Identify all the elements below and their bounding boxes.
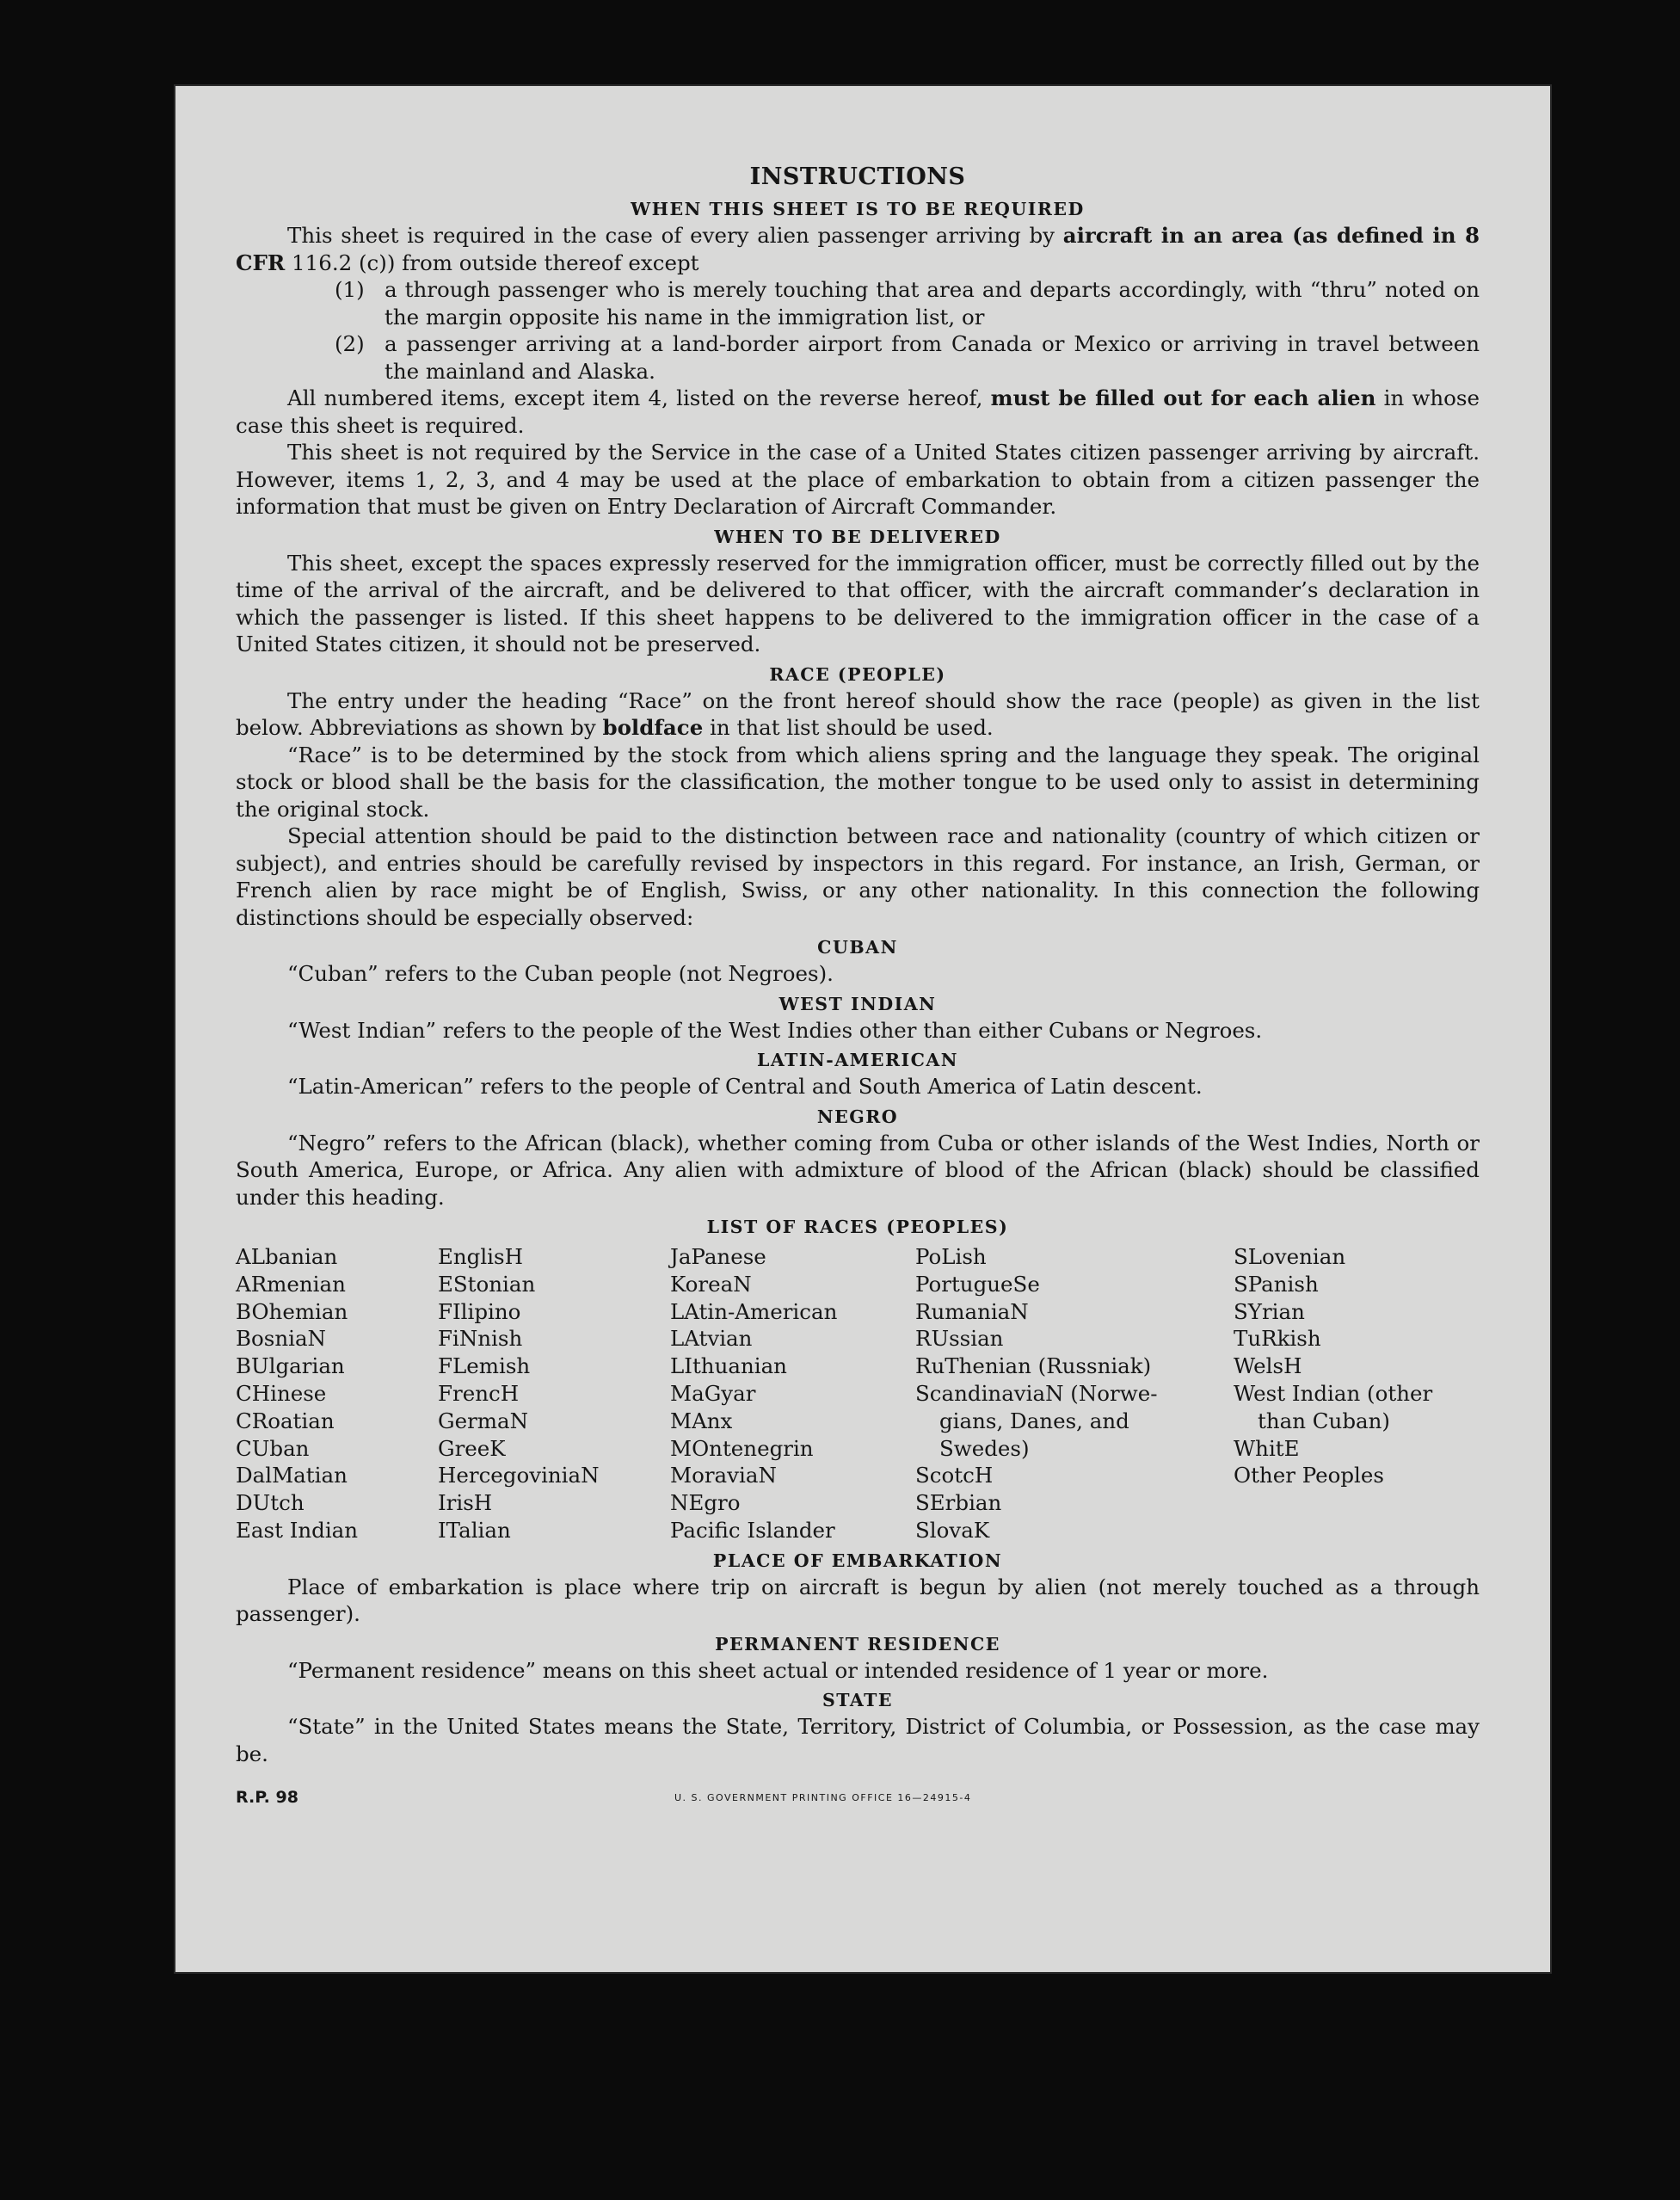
race-entry: JaPanese <box>670 1244 766 1269</box>
race-entry: LAtvian <box>670 1326 753 1352</box>
race-entry: LAtin-American <box>670 1298 838 1324</box>
races-column-5 <box>1234 1243 1474 1544</box>
race-entry: IrisH <box>438 1490 493 1516</box>
para-embarkation: Place of embarkation is place where trip on aircraft is begun by alien (not merely touched as a through passenger). <box>236 1574 1480 1627</box>
heading-embarkation: PLACE OF EMBARKATION <box>712 1550 1003 1571</box>
document-content <box>236 162 1480 1812</box>
races-column-1 <box>236 1243 438 1544</box>
para-latin-american: “Latin-American” refers to the people of Central and South America of Latin descent. <box>287 1074 1203 1099</box>
race-entry: GermaN <box>438 1408 529 1433</box>
race-entry: SErbian <box>915 1490 1002 1516</box>
race-entry: ScotcH <box>915 1463 994 1488</box>
para-race-1: The entry under the heading “Race” on the front hereof should show the race (people) as given in the list below. Abbreviations as shown by boldface in that list should be used. <box>236 687 1480 740</box>
race-entry-continued: Swedes) <box>939 1435 1030 1461</box>
page-title: INSTRUCTIONS <box>749 163 966 190</box>
race-entry: SYrian <box>1234 1298 1305 1324</box>
race-entry: SLovenian <box>1234 1244 1346 1269</box>
race-entry: ITalian <box>438 1517 511 1543</box>
race-entry-continued: gians, Danes, and <box>939 1408 1129 1433</box>
races-list <box>236 1243 1480 1544</box>
exception-item-2 <box>335 330 1480 385</box>
race-entry: KoreaN <box>670 1271 752 1297</box>
race-entry: ALbanian <box>236 1244 338 1269</box>
race-entry: East Indian <box>236 1517 359 1543</box>
race-entry: RUssian <box>915 1326 1004 1352</box>
race-entry: TuRkish <box>1234 1326 1321 1352</box>
race-entry: EnglisH <box>438 1244 523 1269</box>
heading-when-required: WHEN THIS SHEET IS TO BE REQUIRED <box>631 199 1085 219</box>
races-column-4 <box>915 1243 1234 1544</box>
printer-imprint: U. S. GOVERNMENT PRINTING OFFICE 16—24915-4 <box>674 1792 972 1804</box>
heading-cuban: CUBAN <box>817 937 898 958</box>
race-entry: BUlgarian <box>236 1353 345 1379</box>
document-sheet <box>175 86 1550 1972</box>
para-race-3: Special attention should be paid to the distinction between race and nationality (country of which citizen or subject), and entries should be carefully revised by inspectors in this regard. For instance, an Irish, German, or French alien by race might be of English, Swiss, or any other nationality. In this connection the following distinctions should be especially observed: <box>236 823 1480 930</box>
para-delivered: This sheet, except the spaces expressly reserved for the immigration officer, must be correctly filled out by the time of the arrival of the aircraft, and be delivered to that officer, with the aircraft commander’s declaration in which the passenger is listed. If this sheet happens to be delivered to the immigration officer in the case of a United States citizen, it should not be preserved. <box>236 550 1480 656</box>
race-entry: RumaniaN <box>915 1298 1029 1324</box>
race-entry: HercegoviniaN <box>438 1463 600 1488</box>
race-entry: LIthuanian <box>670 1353 787 1379</box>
race-entry: PoLish <box>915 1244 987 1269</box>
heading-permanent-residence: PERMANENT RESIDENCE <box>715 1633 1000 1655</box>
item-text: a through passenger who is merely touching that area and departs accordingly, with “thru” noted on the margin opposite his name in the immigration list, or <box>385 277 1480 330</box>
races-column-2 <box>438 1243 670 1544</box>
race-entry: SlovaK <box>915 1517 990 1543</box>
item-number: (1) <box>335 277 365 302</box>
para-numbered-items: All numbered items, except item 4, listed on the reverse hereof, must be filled out for each alien in whose case this sheet is required. <box>236 385 1480 438</box>
race-entry: Pacific Islander <box>670 1517 835 1543</box>
race-entry: Other Peoples <box>1234 1463 1384 1488</box>
para-state: “State” in the United States means the State, Territory, District of Columbia, or Possession, as the case may be. <box>236 1714 1480 1766</box>
race-entry: WhitE <box>1234 1435 1300 1461</box>
race-entry: DalMatian <box>236 1463 348 1488</box>
race-entry: MaGyar <box>670 1380 756 1406</box>
race-entry: CRoatian <box>236 1408 335 1433</box>
races-column-3 <box>670 1243 915 1544</box>
item-number: (2) <box>335 331 365 356</box>
heading-race: RACE (PEOPLE) <box>769 663 946 685</box>
race-entry: ARmenian <box>236 1271 346 1297</box>
para-negro: “Negro” refers to the African (black), whether coming from Cuba or other islands of the West Indies, North or South America, Europe, or Africa. Any alien with admixture of blood of the African (black) should be classified under this heading. <box>236 1130 1480 1210</box>
heading-negro: NEGRO <box>816 1106 899 1127</box>
race-entry: WelsH <box>1234 1353 1302 1379</box>
race-entry: FiNnish <box>438 1326 523 1352</box>
para-required-intro: This sheet is required in the case of every alien passenger arriving by aircraft in an area (as defined in 8 CFR 116.2 (c)) from outside thereof except <box>236 223 1480 275</box>
race-entry: DUtch <box>236 1490 305 1516</box>
heading-latin-american: LATIN-AMERICAN <box>756 1050 959 1070</box>
para-race-2: “Race” is to be determined by the stock from which aliens spring and the language they speak. The original stock or blood shall be the basis for the classification, the mother tongue to be used only to assist in determining the original stock. <box>236 742 1480 822</box>
race-entry: West Indian (other <box>1234 1380 1433 1406</box>
heading-when-delivered: WHEN TO BE DELIVERED <box>714 526 1001 547</box>
race-entry-continued: than Cuban) <box>1258 1408 1390 1433</box>
item-text: a passenger arriving at a land-border airport from Canada or Mexico or arriving in travel between the mainland and Alaska. <box>385 331 1480 384</box>
heading-west-indian: WEST INDIAN <box>778 993 937 1014</box>
form-number: R.P. 98 <box>236 1788 298 1808</box>
race-entry: ScandinaviaN (Norwe- <box>915 1380 1158 1406</box>
race-entry: MAnx <box>670 1408 733 1433</box>
para-citizen: This sheet is not required by the Service in the case of a United States citizen passenger arriving by aircraft. However, items 1, 2, 3, and 4 may be used at the place of embarkation to obtain from a citizen passenger the information that must be given on Entry Declaration of Aircraft Commander. <box>236 440 1480 519</box>
race-entry: EStonian <box>438 1271 536 1297</box>
race-entry: FLemish <box>438 1353 531 1379</box>
race-entry: FrencH <box>438 1380 520 1406</box>
race-entry: MoraviaN <box>670 1463 777 1488</box>
race-entry: SPanish <box>1234 1271 1319 1297</box>
race-entry: BosniaN <box>236 1326 326 1352</box>
para-permanent-residence: “Permanent residence” means on this sheet actual or intended residence of 1 year or more. <box>287 1657 1269 1683</box>
heading-list-of-races: LIST OF RACES (PEOPLES) <box>706 1217 1009 1237</box>
race-entry: NEgro <box>670 1490 741 1516</box>
race-entry: MOntenegrin <box>670 1435 814 1461</box>
exception-item-1 <box>335 276 1480 330</box>
race-entry: FIlipino <box>438 1298 521 1324</box>
race-entry: BOhemian <box>236 1298 348 1324</box>
para-cuban: “Cuban” refers to the Cuban people (not Negroes). <box>287 961 834 986</box>
race-entry: CUban <box>236 1435 310 1461</box>
race-entry: CHinese <box>236 1380 327 1406</box>
race-entry: PortugueSe <box>915 1271 1040 1297</box>
race-entry: RuThenian (Russniak) <box>915 1353 1152 1379</box>
footer <box>236 1784 1480 1812</box>
heading-state: STATE <box>822 1690 894 1711</box>
para-west-indian: “West Indian” refers to the people of the West Indies other than either Cubans or Negroes. <box>287 1017 1263 1043</box>
race-entry: GreeK <box>438 1435 506 1461</box>
